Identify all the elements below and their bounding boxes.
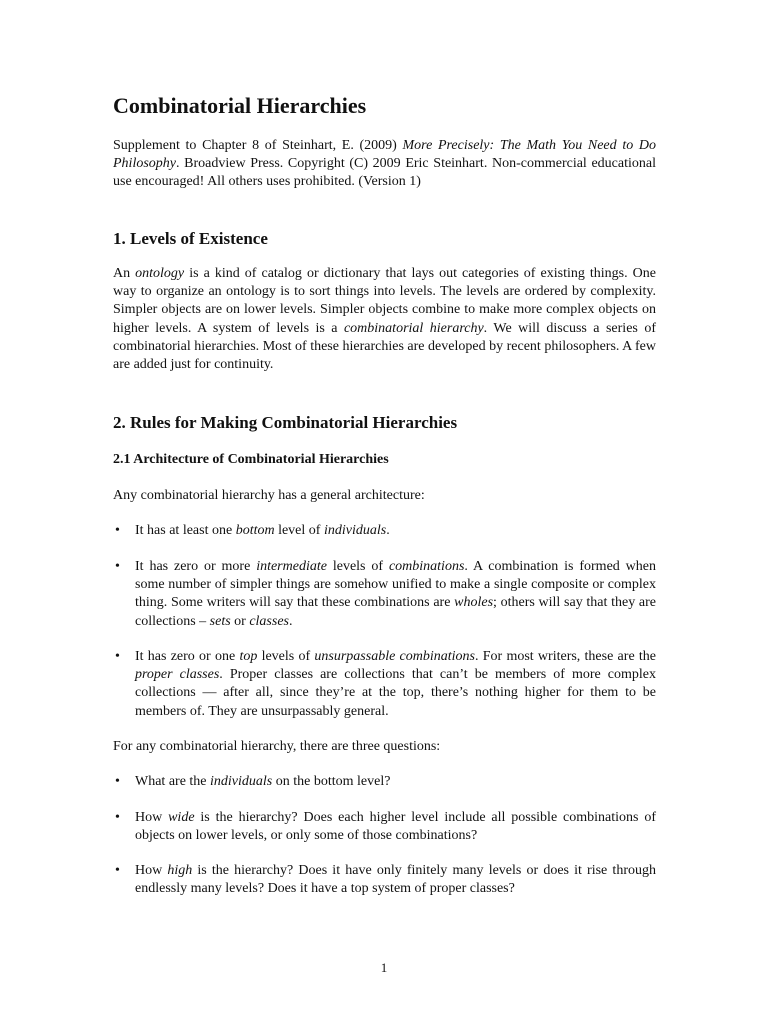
- bullet-item-top-levels: [113, 648, 656, 721]
- question-wide: [113, 809, 656, 845]
- document-title: Combinatorial Hierarchies: [113, 93, 367, 118]
- b2-text-b: levels of: [326, 559, 389, 574]
- b2-text-d: ; others will say that they are collections –: [135, 595, 657, 629]
- bullet-icon: •: [115, 774, 120, 789]
- q1-text-a: What are the: [135, 774, 211, 789]
- b1-text-c: .: [386, 523, 390, 538]
- b3-text-b: levels of: [257, 649, 315, 664]
- term-ontology: ontology: [135, 266, 185, 281]
- b2-text-e: or: [230, 613, 250, 629]
- term-individuals: individuals: [210, 774, 273, 789]
- subsection-2-1-heading: 2.1 Architecture of Combinatorial Hierarchies: [113, 452, 389, 467]
- b1-text-b: level of: [274, 523, 324, 538]
- term-individuals: individuals: [323, 523, 387, 538]
- b3-text-d: . Proper classes are collections that can’t be members of more complex collections — after all, since they’re at the top, there’s nothing higher for them to be members of. They are unsurpassably general.: [135, 667, 656, 719]
- b1-text-a: It has at least one: [135, 523, 236, 538]
- section-1-paragraph: [113, 265, 656, 374]
- intro-text-1: Supplement to Chapter 8 of Steinhart, E. (2009): [113, 138, 403, 153]
- bullet-icon: •: [115, 810, 120, 825]
- term-classes: classes: [249, 613, 289, 629]
- term-proper-classes: proper classes: [135, 667, 220, 683]
- intro-text-2: . Broadview Press. Copyright (C) 2009 Eric Steinhart. Non-commercial educational use encouraged! All others uses prohibited. (Version 1): [113, 156, 656, 190]
- b2-text-c: . A combination is formed when some number of simpler things are somehow unified to make a single composite or complex thing. Some writers will say that these combinations are: [135, 559, 656, 611]
- term-top: top: [239, 649, 258, 664]
- page-number: 1: [380, 960, 388, 975]
- b2-text-f: .: [289, 613, 293, 629]
- bullet-icon: •: [115, 649, 120, 664]
- term-intermediate: intermediate: [256, 559, 327, 574]
- architecture-lead: Any combinatorial hierarchy has a general architecture:: [113, 488, 425, 503]
- term-sets: sets: [209, 613, 231, 629]
- question-individuals: [113, 773, 656, 791]
- q3-text-a: How: [135, 863, 168, 878]
- q2-text-b: is the hierarchy? Does each higher level include all possible combinations of objects on lower levels, or only some of those combinations?: [135, 810, 656, 844]
- q1-text-b: on the bottom level?: [272, 774, 391, 789]
- term-unsurpassable-combinations: unsurpassable combinations: [314, 649, 475, 664]
- b3-text-a: It has zero or one: [135, 649, 240, 664]
- b2-text-a: It has zero or more: [135, 559, 257, 574]
- term-wholes: wholes: [454, 595, 494, 611]
- book-title: More Precisely: The Math You Need to Do Philosophy: [113, 138, 656, 172]
- term-wide: wide: [168, 810, 195, 825]
- bullet-icon: •: [115, 559, 120, 574]
- b3-text-c: . For most writers, these are the: [475, 649, 657, 664]
- question-high: [113, 862, 656, 898]
- term-combinatorial-hierarchy: combinatorial hierarchy: [343, 320, 484, 336]
- bullet-icon: •: [115, 863, 120, 878]
- term-bottom: bottom: [235, 523, 275, 538]
- intro-paragraph: [113, 137, 656, 192]
- section-2-heading: 2. Rules for Making Combinatorial Hierarchies: [113, 413, 458, 432]
- q3-text-b: is the hierarchy? Does it have only finitely many levels or does it rise through endlessly many levels? Does it have a top system of proper classes?: [135, 863, 656, 897]
- section-1-heading: 1. Levels of Existence: [113, 229, 268, 248]
- s1-text-b: is a kind of catalog or dictionary that lays out categories of existing things. One way to organize an ontology is to sort things into levels. The levels are ordered by complexity. Simpler objects are on lower levels. Simpler objects combine to make more complex objects on higher levels. A system of levels is a: [113, 266, 656, 336]
- s1-text-a: An: [113, 266, 136, 281]
- bullet-icon: •: [115, 523, 120, 538]
- term-combinations: combinations: [388, 559, 465, 574]
- s1-text-c: . We will discuss a series of combinatorial hierarchies. Most of these hierarchies are developed by recent philosophers. A few are added just for continuity.: [113, 320, 656, 373]
- q2-text-a: How: [135, 810, 169, 825]
- term-high: high: [167, 863, 193, 878]
- questions-lead: For any combinatorial hierarchy, there are three questions:: [113, 739, 441, 754]
- bullet-item-bottom-level: [113, 522, 656, 540]
- bullet-item-intermediate-levels: [113, 558, 656, 631]
